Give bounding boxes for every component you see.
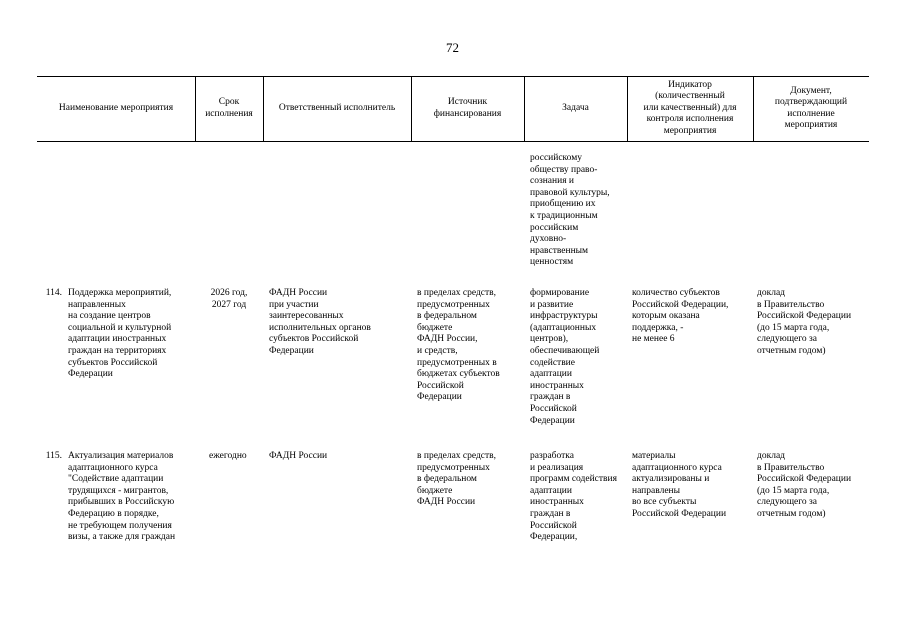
row-task: формирование и развитие инфраструктуры (адаптационных центров), обеспечивающей содействие адаптации иностранных граждан в Российской Федерации [530, 288, 600, 426]
row-task: разработка и реализация программ содействия адаптации иностранных граждан в Российской Федерации, [530, 451, 617, 543]
header-task: Задача [562, 102, 589, 113]
row-term: ежегодно [209, 451, 247, 461]
header-executor: Ответственный исполнитель [278, 102, 396, 113]
row-source: в пределах средств, предусмотренных в федеральном бюджете ФАДН России, и средств, предусмотренных в бюджетах субъектов Российской Федерации [417, 288, 500, 403]
row-name: Актуализация материалов адаптационного курса "Содействие адаптации трудящихся - мигрантов, прибывших в Российскую Федерацию в порядке, не требующем получения визы, а также для граждан [68, 451, 176, 543]
header-name: Наименование мероприятия [58, 102, 174, 113]
header-source: Источник финансирования [433, 97, 502, 119]
row-name: Поддержка мероприятий, направленных на создание центров социальной и культурной адаптации иностранных граждан на территориях субъектов Российской Федерации [68, 288, 172, 380]
row-document: доклад в Правительство Российской Федерации (до 15 марта года, следующего за отчетным годом) [757, 451, 852, 519]
row-source: в пределах средств, предусмотренных в федеральном бюджете ФАДН России [417, 451, 497, 508]
row-number: 114. [45, 288, 62, 298]
row-document: доклад в Правительство Российской Федерации (до 15 марта года, следующего за отчетным годом) [757, 288, 852, 356]
continuation-task: российскому обществу право- сознания и правовой культуры, приобщению их к традиционным российским духовно- нравственным ценностям [530, 153, 610, 268]
row-executor: ФАДН России [269, 451, 328, 461]
row-number: 115. [45, 451, 62, 461]
row-term: 2026 год, 2027 год [210, 288, 248, 310]
row-indicator: материалы адаптационного курса актуализированы и направлены во все субъекты Российской Федерации [632, 451, 727, 519]
row-indicator: количество субъектов Российской Федерации, которым оказана поддержка, - не менее 6 [632, 288, 729, 345]
header-document: Документ, подтверждающий исполнение мероприятия [774, 85, 848, 130]
header-indicator: Индикатор (количественный или качественный) для контроля исполнения мероприятия [643, 79, 737, 136]
header-term: Срок исполнения [205, 97, 253, 119]
row-executor: ФАДН России при участии заинтересованных исполнительных органов субъектов Российской Федерации [269, 288, 371, 356]
header-bottom-rule [37, 141, 869, 142]
page-number: 72 [446, 40, 459, 55]
